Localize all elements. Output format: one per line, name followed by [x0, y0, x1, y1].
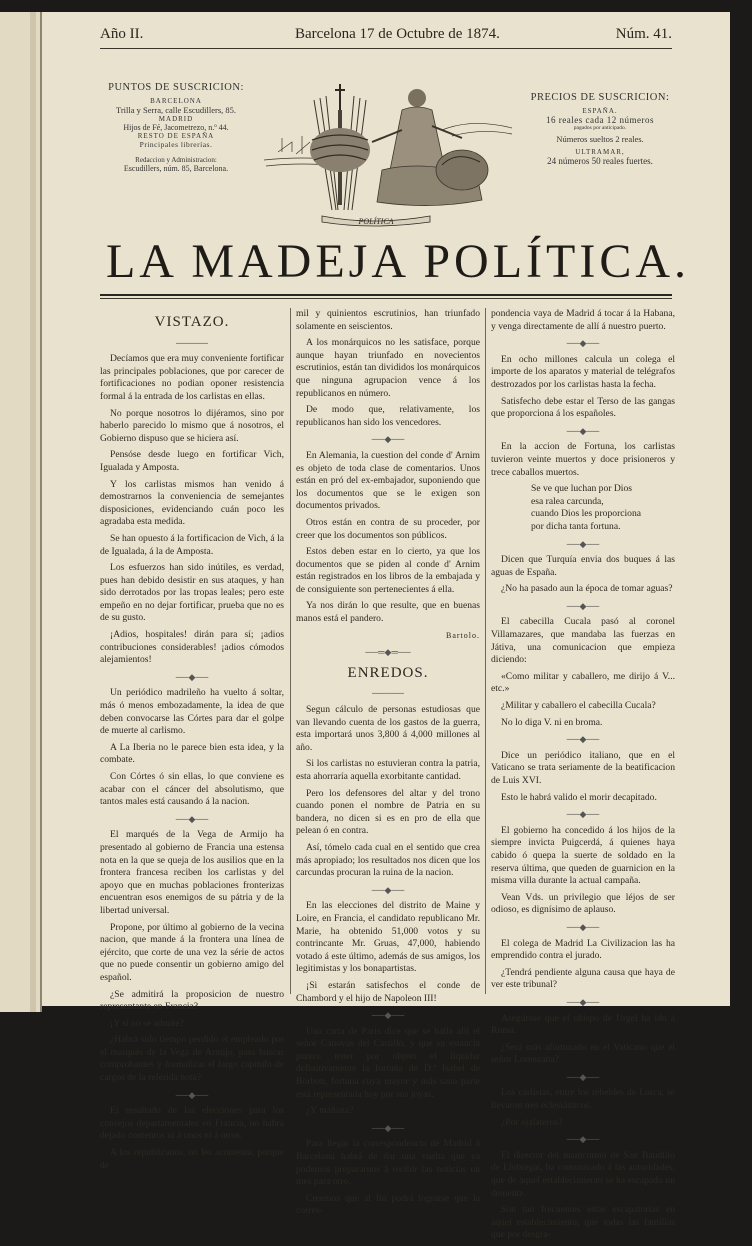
verse-line: cuando Dios les proporciona	[531, 508, 642, 520]
paragraph: ¡Adios, hospitales! dirán para sí; ¡adios contribuciones considerables! ¡adios cómodos alejamientos!	[100, 629, 284, 666]
divider-ornament: ──◆──	[566, 1134, 600, 1145]
paragraph: Una carta de Paris dice que se halla allí el señor Cánovas del Castillo, y que su estancia parece tener por objeto el liquidar definitivamente la fortuna de D.ª Isabel de Borbon, fortuna cuya mayor y más sana parte está representada hoy por sus joyas.	[296, 1025, 480, 1100]
paragraph: Pensóse desde luego en fortificar Vich, Igualada y Amposta.	[100, 449, 284, 473]
paragraph: ¿Habrá sido tiempo perdido el empleado por el marqués de la Vega de Armijo, para buscar comprobantes y formalizar el largo capítulo de cargos de la referida nota?	[100, 1034, 284, 1084]
paragraph: pondencia vaya de Madrid á tocar á la Habana, y venga directamente de allí á nuestro puerto.	[491, 308, 675, 332]
column-divider	[485, 308, 486, 994]
price-line: ULTRAMAR,	[575, 148, 625, 156]
paragraph: El marqués de la Vega de Armijo ha presentado al gobierno de Francia una estensa nota en la que se queja de los ausilios que en la frontera francesa reciben los carlistas y del apoyo que en muchas poblaciones fronterizas encuentran esos enemigos de su pátria y de la libertad universal.	[100, 829, 284, 916]
paragraph: ¿Se admitirá la proposicion de nuestro representante en Francia?	[100, 988, 284, 1013]
subscription-prices-heading: PRECIOS DE SUSCRICION:	[530, 92, 670, 103]
paragraph: Se han opuesto á la fortificacion de Vich, á la de Igualada, á la de Amposta.	[100, 532, 285, 557]
paragraph: El cabecilla Cucala pasó al coronel Villamazares, que mandaba las fuerzas en Játiva, una comunicacion que empieza diciendo:	[491, 616, 675, 666]
divider-ornament: ─────	[372, 688, 404, 699]
section-heading-enredos: ENREDOS.	[347, 664, 429, 681]
paragraph: En la accion de Fortuna, los carlistas tuvieron veinte muertos y doce prisioneros y trece caballos muertos.	[491, 441, 675, 478]
paragraph: Son tan frecuentes estas escapatorias en aquel establecimiento, que todas las familias que por desgra-	[491, 1204, 675, 1241]
paragraph: Propone, por último al gobierno de la vecina nacion, que mande á la frontera una línea de ejército, que corte de una vez la série de actos que no puede consentir un gobierno amigo del español.	[100, 921, 284, 983]
divider-ornament: ──◆──	[175, 813, 209, 824]
sub-line: Principales librerías.	[139, 140, 213, 149]
paragraph: Si los carlistas no estuvieran contra la patria, esta ahorraría aquella exorbitante cantidad.	[296, 758, 480, 782]
header-bar	[100, 24, 672, 46]
paragraph: ¡Si estarán satisfechos el conde de Chambord y el hijo de Napoleon III!	[296, 979, 480, 1004]
paragraph: Vean Vds. un privilegio que léjos de ser odioso, es dignísimo de aplauso.	[491, 891, 675, 916]
paragraph: Con Córtes ó sin ellas, lo que conviene es acabar con el cáncer del absolutismo, que tantos males está causando á la nacion.	[100, 771, 284, 808]
sub-line: Trilla y Serra, calle Escudillers, 85.	[115, 105, 237, 115]
paragraph: A los republicanos, no les acontenta, porque de	[100, 1147, 284, 1171]
column-1	[100, 308, 284, 1176]
divider-ornament: ──◆──	[566, 734, 600, 745]
verse-line: Se ve que luchan por Dios	[531, 483, 632, 495]
price-line: pagados por anticipado.	[573, 125, 627, 131]
adjacent-page-edge	[0, 12, 42, 1012]
masthead-engraving	[262, 70, 517, 225]
divider-ornament: ──◆──	[175, 1089, 209, 1100]
divider-ornament: ──◆──	[566, 600, 600, 611]
newspaper-page	[42, 12, 730, 1241]
paragraph: Dicen que Turquía envia dos buques á las aguas de España.	[491, 554, 675, 578]
column-2	[296, 308, 480, 1222]
paragraph: De modo que, relativamente, los republicanos han sido los vencedores.	[296, 404, 480, 428]
paragraph: ¿No ha pasado aun la época de tomar aguas?	[501, 583, 673, 595]
banner-text: POLÍTICA	[358, 217, 394, 226]
paragraph: Ya nos dirán lo que resulte, que en buenas manos está el pandero.	[296, 600, 480, 625]
divider-ornament: ─────	[176, 337, 208, 348]
sub-line: MADRID	[158, 115, 194, 123]
divider-ornament: ──◆──	[371, 884, 405, 895]
divider-ornament: ──◆──	[566, 996, 600, 1007]
paragraph: No porque nosotros lo dijéramos, sino por haberlo parecido lo mismo que á nosotros, el Gobierno dispuso que se hiciera así.	[100, 407, 284, 444]
paragraph: Así, tómelo cada cual en el sentido que crea más apropiado; los resultados nos dicen que los carcundas procuran la ruina de la nacion.	[296, 841, 480, 879]
verse-line: por dicha tanta fortuna.	[531, 520, 621, 532]
paragraph: En ocho millones calcula un colega el importe de los aparatos y material de telégrafos destrozados por los carlistas hasta la fecha.	[491, 353, 675, 390]
paragraph: Satisfecho debe estar el Terso de las gangas que proporciona á los españoles.	[491, 395, 675, 420]
paragraph: ¡Y si no se admite?	[110, 1017, 184, 1029]
paragraph: Dice un periódico italiano, que en el Vaticano se trata seriamente de la beatificacion de Luis XVI.	[491, 749, 675, 786]
paragraph: ¿Por ojalateros?	[501, 1116, 563, 1128]
issue-number: Núm. 41.	[615, 26, 672, 42]
divider-ornament: ──◆──	[175, 671, 209, 682]
paragraph: El gobierno ha concedido á los hijos de la siempre invicta Puigcerdá, á quienes haya cabido ó quepa la suerte de soldado en la reserva última, que queden de guarnicion en la misma villa durante la actual campaña.	[491, 824, 675, 887]
paragraph: mil y quinientos escrutinios, han triunfado solamente en seiscientos.	[296, 308, 480, 332]
paragraph: Creemos que al fin podrá lograrse que la corres-	[296, 1192, 480, 1217]
divider-ornament: ──═◆═──	[365, 647, 411, 658]
paragraph: ¿Tendrá pendiente alguna causa que haya de ver este tribunal?	[491, 966, 675, 991]
paragraph: Esto le habrá valido el morir decapitado.	[501, 791, 657, 803]
column-divider	[290, 308, 291, 994]
paragraph: Segun cálculo de personas estudiosas que van llevando cuenta de los gastos de la guerra, esta importará unos 3,800 á 4,000 millones al año.	[296, 704, 480, 753]
masthead-rule	[100, 294, 672, 296]
subscription-prices-block	[512, 92, 688, 166]
divider-ornament: ──◆──	[566, 809, 600, 820]
paragraph: Para llegar la correspondencia de Madrid á Barcelona habrá de dar una vuelta que ya podemos prepararnos á recibir las noticias un mes para otro.	[296, 1138, 480, 1188]
price-line: 24 números 50 reales fuertes.	[547, 156, 653, 166]
masthead-title: LA MADEJA POLÍTICA.	[105, 235, 690, 288]
paragraph: Estos deben estar en lo cierto, ya que los documentos que se piden al conde d' Arnim están registrados en los libros de la embajada y de consiguiente son pertenecientes á ella.	[296, 546, 480, 595]
paragraph: A La Iberia no le parece bien esta idea, y la combate.	[100, 741, 284, 766]
paragraph: Pero los defensores del altar y del trono cuando ponen el nombre de Patria en su bandera, no dicen si es en pro de ella que pelean ó en contra.	[296, 787, 480, 837]
paragraph: No lo diga V. ni en broma.	[501, 716, 603, 728]
divider-ornament: ──◆──	[566, 338, 600, 349]
column-3	[491, 308, 675, 1246]
paragraph: El colega de Madrid La Civilizacion las ha emprendido contra el jurado.	[491, 937, 675, 962]
paragraph: En las elecciones del distrito de Maine y Loire, en Francia, el candidato republicano Mr. Marie, ha obtenido 51,000 votos y su contrincante Mr. Gruas, 47,000, habiendo votado á este último, además de sus amigos, los legitimistas y los bonapartistas.	[296, 900, 480, 975]
paragraph: Y los carlistas mismos han venido á demostrarnos la conveniencia de semejantes disposiciones, evidenciando cuán poco les agradaba esta medida.	[100, 478, 284, 528]
price-line: ESPAÑA.	[582, 107, 618, 115]
paragraph: «Como militar y caballero, me dirijo á V... etc.»	[491, 670, 675, 695]
sub-line: RESTO DE ESPAÑA	[137, 132, 215, 140]
divider-ornament: ──◆──	[566, 538, 600, 549]
signature: Bartolo.	[446, 630, 480, 640]
paragraph: El resultado de las elecciones para los consejos departamentales en Francia, no habrá dejado contentos ni á unos ni á otros.	[100, 1105, 284, 1142]
divider-ornament: ──◆──	[371, 434, 405, 445]
paragraph: Decíamos que era muy conveniente fortificar las principales poblaciones, que por carecer de fortificaciones no podian oponer resistencia formal á la entrada de los carlistas en ellas.	[100, 353, 284, 402]
paragraph: Los esfuerzos han sido inútiles, es verdad, pues han debido desistir en sus ataques, y han sido derrotados por las tropas leales; pero este empeño en no dejar fortificar, prueba que no es de su gusto.	[100, 562, 284, 624]
divider-ornament: ──◆──	[371, 1122, 405, 1133]
paragraph: ¿Y mañana?	[306, 1105, 354, 1117]
paragraph: En Alemania, la cuestion del conde d' Arnim es objeto de toda clase de comentarios. Unos están en pró del ex-embajador, suponiendo que los documentos que se le exigen son documentos privados.	[296, 449, 480, 512]
paragraph: ¿Será más afortunado en el Vaticano que el señor Lorenzana?	[491, 1041, 675, 1066]
paragraph: Los carlistas, entre los rebeldes de Lorca, se llevaron tres eclesiásticos.	[491, 1087, 675, 1112]
divider-ornament: ──◆──	[566, 1071, 600, 1082]
paragraph: Otros están en contra de su proceder, por creer que los documentos son públicos.	[296, 516, 480, 541]
header-rule	[100, 48, 672, 49]
sub-line: Redaccion y Administracion:	[135, 156, 217, 164]
year-label: Año II.	[100, 26, 144, 42]
paragraph: ¿Militar y caballero el cabecilla Cucala?	[501, 700, 656, 712]
divider-ornament: ──◆──	[566, 425, 600, 436]
subscription-points-block	[86, 82, 266, 173]
dateline: Barcelona 17 de Octubre de 1874.	[295, 26, 500, 42]
price-line: 16 reales cada 12 números	[546, 115, 654, 125]
price-line: Números sueltos 2 reales.	[556, 134, 644, 144]
paragraph: Un periódico madrileño ha vuelto á soltar, más ó menos embozadamente, la idea de que deben convocarse las Córtes para dar el golpe de muerte al carlismo.	[100, 687, 284, 737]
sub-line: Escudillers, núm. 85, Barcelona.	[123, 164, 229, 173]
section-heading-vistazo: VISTAZO.	[154, 314, 230, 330]
paragraph: Asegúrase que el obispo de Urgel ha ido á Roma.	[491, 1012, 675, 1037]
verse-line: esa ralea carcunda,	[531, 495, 604, 507]
paragraph: A los monárquicos no les satisface, porque aunque hayan triunfado en novecientos escrutinios, están tan divididos los monárquicos que ninguna agrupacion vence á los republicanos en número.	[296, 337, 480, 399]
sub-line: Hijos de Fé, Jacometrezo, n.º 44.	[123, 123, 229, 132]
masthead-rule-thin	[100, 298, 672, 299]
divider-ornament: ──◆──	[371, 1010, 405, 1021]
paragraph: El director del manicomio de San Baudilio de Llobregat, ha comunicado á las autoridades, que de aquel establecimiento se ha escapado un demente.	[491, 1149, 675, 1199]
subscription-points-heading: PUNTOS DE SUSCRICION:	[108, 82, 244, 93]
sub-line: BARCELONA	[150, 97, 202, 105]
divider-ornament: ──◆──	[566, 921, 600, 932]
